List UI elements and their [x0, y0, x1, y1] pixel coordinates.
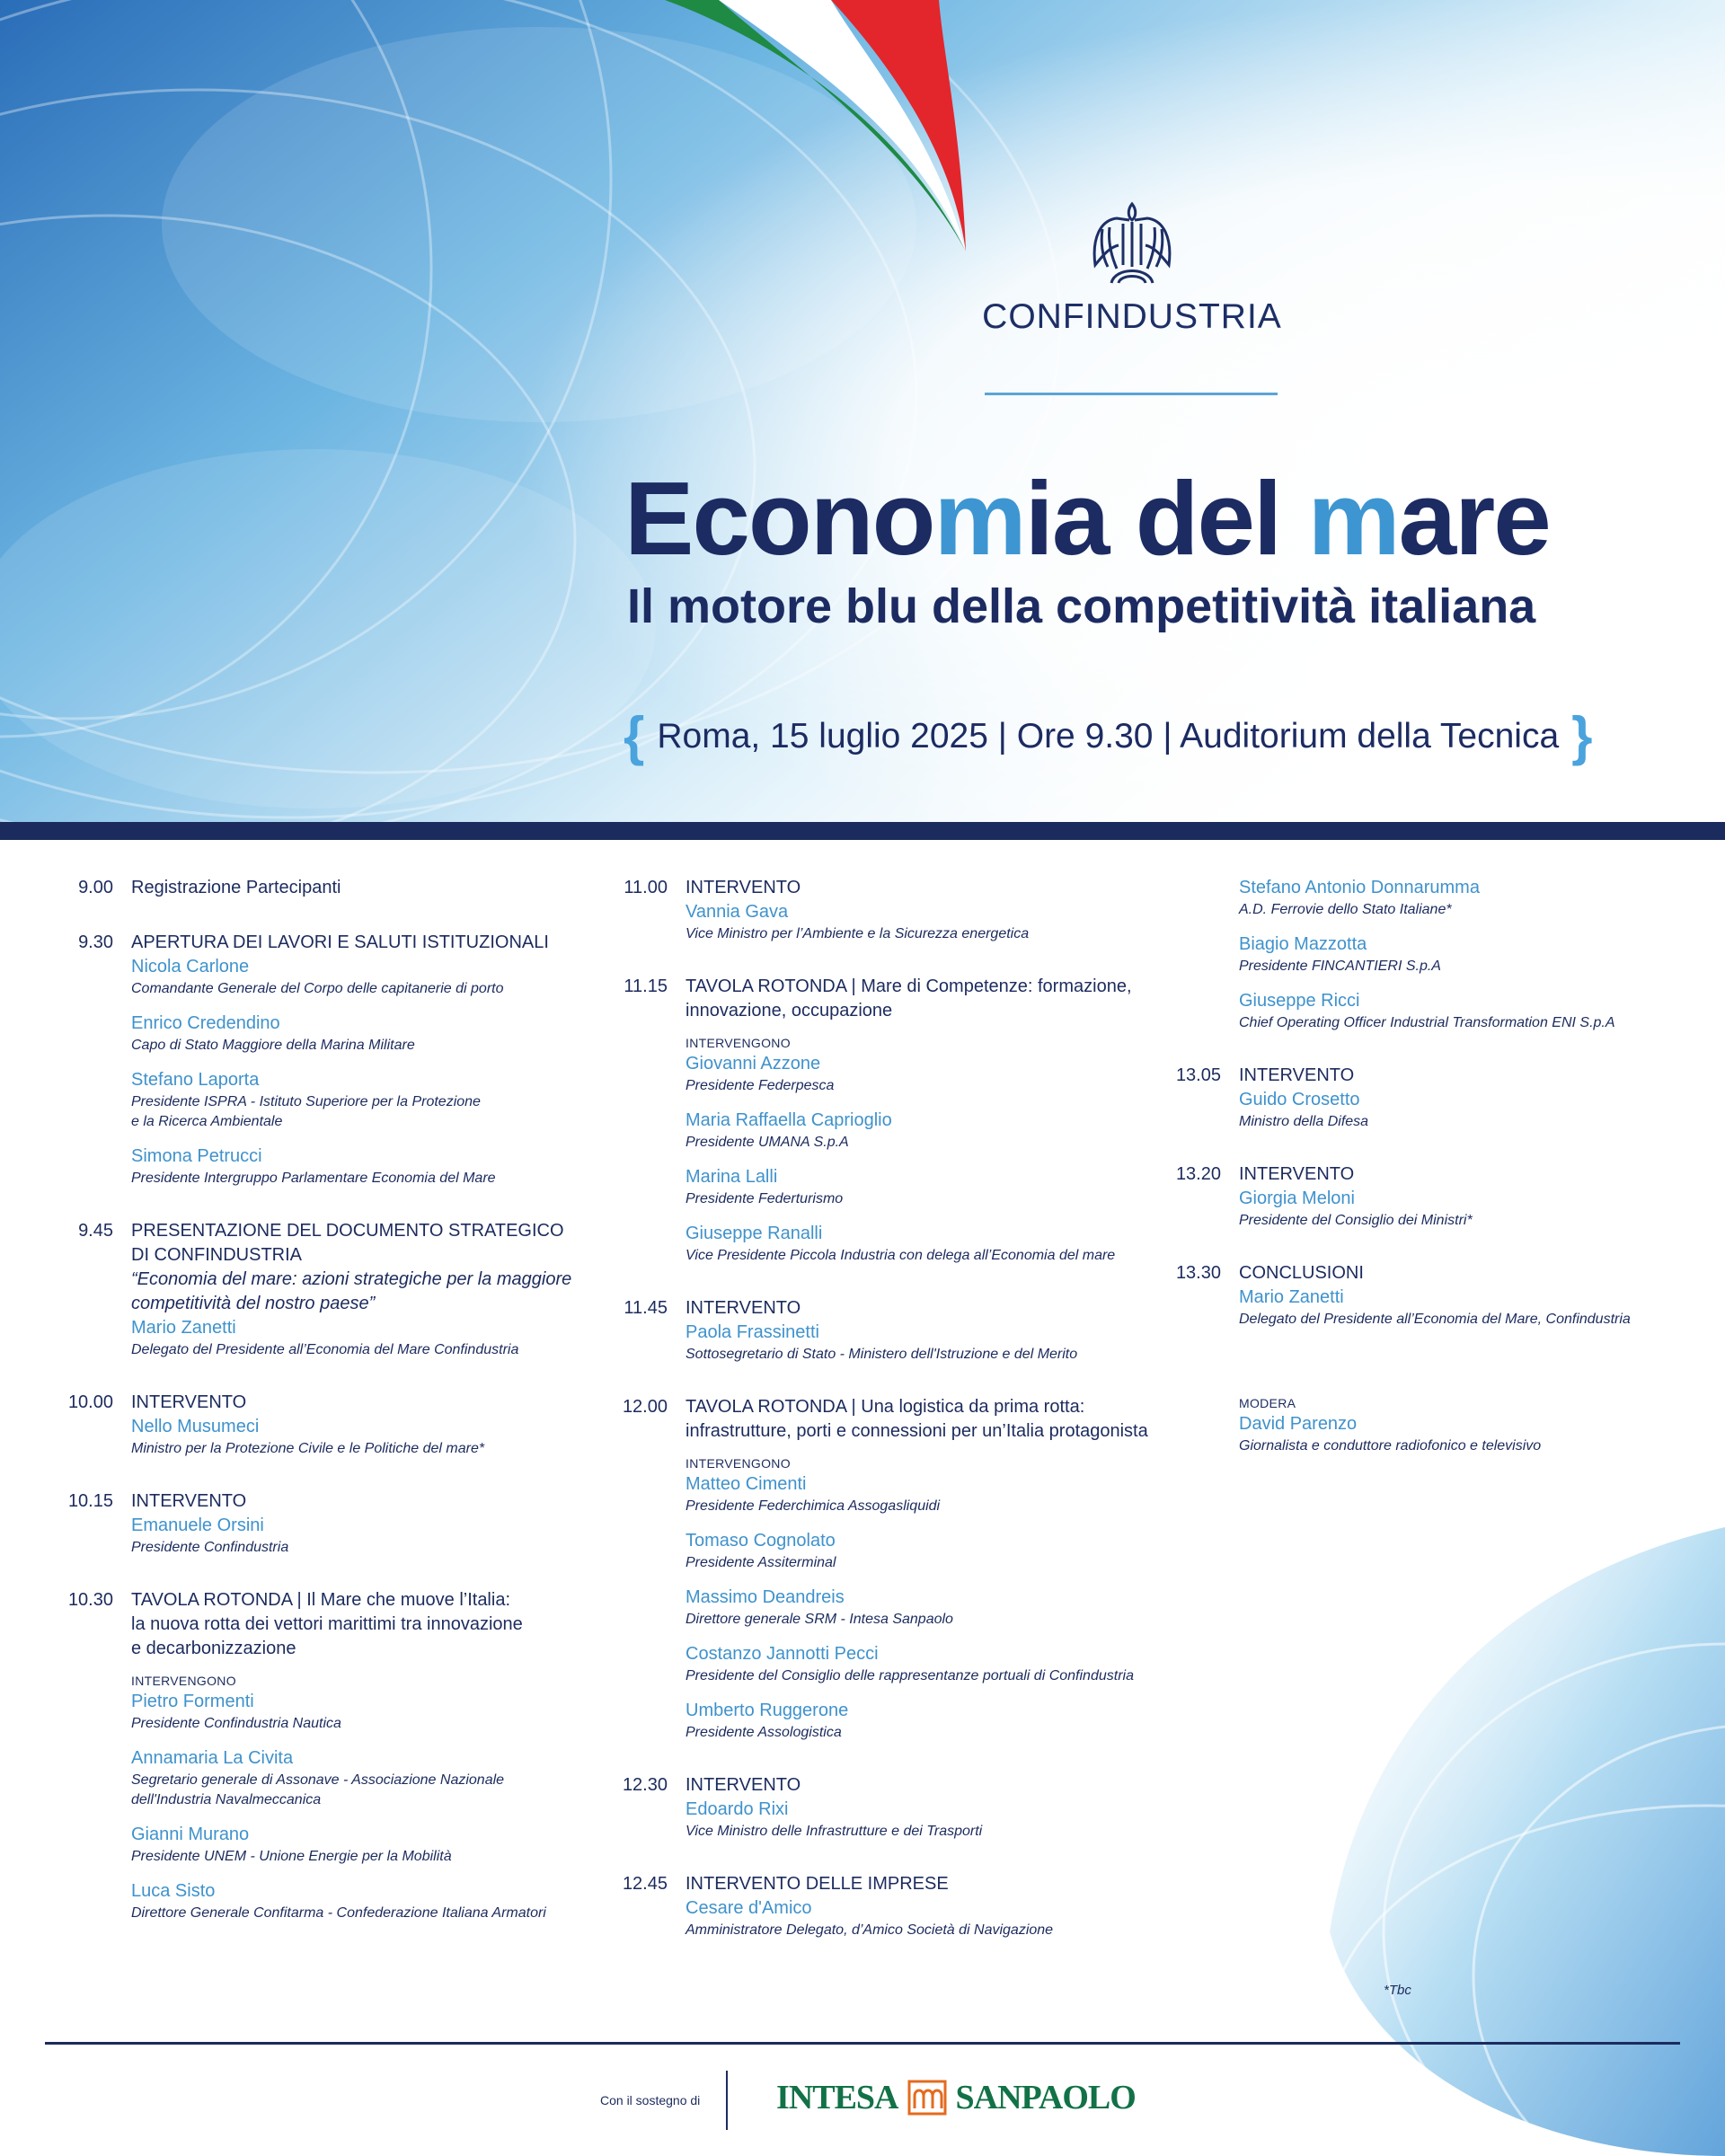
speaker	[1239, 1088, 1674, 1132]
moderator-block	[1153, 1383, 1674, 1456]
sponsor-name-part-2: SANPAOLO	[955, 2079, 1136, 2116]
speaker-role: Presidente Confindustria Nautica	[131, 1716, 341, 1731]
speaker-role-line-2: e la Ricerca Ambientale	[131, 1114, 283, 1129]
title-part-1: Econo	[624, 460, 934, 577]
sponsor-name-part-1: INTESA	[776, 2079, 898, 2116]
slot-time: 9.45	[78, 1221, 113, 1241]
slot-title-line-2: infrastrutture, porti e connessioni per un’Italia protagonista	[686, 1421, 1148, 1441]
slot-title: INTERVENTO DELLE IMPRESE	[686, 1874, 949, 1894]
speaker	[686, 1896, 1156, 1940]
moderator-name: David Parenzo	[1239, 1414, 1358, 1434]
speaker-name: Nicola Carlone	[131, 957, 250, 976]
speaker	[131, 1879, 584, 1923]
slot-body	[113, 1219, 584, 1360]
program-slot	[45, 1391, 584, 1459]
slot-time: 11.00	[624, 878, 668, 897]
header	[0, 0, 1725, 822]
speaker-role: Presidente Confindustria	[131, 1540, 289, 1555]
speaker	[686, 1798, 1156, 1842]
program-column-3	[1153, 876, 1674, 1456]
speaker	[131, 1144, 584, 1188]
speaker-name: Giuseppe Ricci	[1239, 991, 1360, 1011]
speaker	[131, 1690, 584, 1734]
speaker-role: Presidente Assologistica	[686, 1725, 842, 1740]
slot-time: 12.45	[622, 1874, 668, 1894]
program-slot	[45, 1588, 584, 1923]
speaker	[131, 1068, 584, 1132]
speaker-name: Umberto Ruggerone	[686, 1701, 849, 1720]
speakers-group-label: INTERVENGONO	[686, 1036, 791, 1050]
tbc-note: *Tbc	[1384, 1983, 1411, 1998]
slot-quote-line-2: competitività del nostro paese”	[131, 1294, 376, 1313]
slot-quote: “Economia del mare: azioni strategiche per la maggiore	[131, 1269, 572, 1289]
speaker	[686, 1472, 1156, 1516]
program-slot	[1153, 1064, 1674, 1132]
slot-time: 9.00	[78, 878, 113, 897]
program-slot	[599, 975, 1156, 1266]
speaker-name: Guido Crosetto	[1239, 1090, 1360, 1109]
speaker-name: Mario Zanetti	[1239, 1287, 1344, 1307]
speaker-role: Presidente ISPRA - Istituto Superiore per la Protezione	[131, 1094, 481, 1109]
program-slot	[599, 1395, 1156, 1743]
speaker	[686, 1321, 1156, 1365]
speaker-name: Matteo Cimenti	[686, 1474, 807, 1494]
program-slot	[45, 931, 584, 1188]
right-brace-icon: }	[1571, 706, 1593, 766]
continued-speakers-body	[1153, 876, 1674, 1033]
speaker-name: Luca Sisto	[131, 1881, 216, 1901]
speaker-name: Pietro Formenti	[131, 1692, 254, 1711]
slot-body	[113, 1391, 584, 1459]
sponsor-mark-icon	[907, 2080, 947, 2116]
slot-body	[668, 975, 1156, 1266]
title-part-2: ia del	[1024, 460, 1308, 577]
speaker-name: Paola Frassinetti	[686, 1322, 819, 1342]
speaker-name: Emanuele Orsini	[131, 1515, 264, 1535]
slot-body	[668, 1773, 1156, 1842]
speaker	[131, 1415, 584, 1459]
speaker-name: Gianni Murano	[131, 1825, 250, 1844]
slot-title: INTERVENTO	[686, 878, 801, 897]
speaker-role: Delegato del Presidente all’Economia del Mare, Confindustria	[1239, 1312, 1631, 1327]
speaker-role: Segretario generale di Assonave - Associazione Nazionale	[131, 1772, 505, 1788]
footer-divider	[45, 2042, 1680, 2045]
program-slot	[599, 1296, 1156, 1365]
speaker-name: Edoardo Rixi	[686, 1799, 789, 1819]
program-slot	[45, 1219, 584, 1360]
slot-time: 12.30	[622, 1775, 668, 1795]
eagle-icon	[1083, 193, 1181, 292]
event-info	[624, 706, 1593, 766]
slot-time: 10.00	[67, 1392, 113, 1412]
speaker-role: Vice Ministro delle Infrastrutture e dei Trasporti	[686, 1824, 983, 1839]
speaker	[131, 1316, 584, 1360]
speaker	[686, 1222, 1156, 1266]
continued-speakers	[1153, 876, 1674, 1033]
speaker-role: Vice Ministro per l’Ambiente e la Sicurezza energetica	[686, 926, 1030, 941]
speaker-role: Presidente Federturismo	[686, 1191, 844, 1206]
speaker-role-line-2: dell'Industria Navalmeccanica	[131, 1792, 322, 1807]
speaker-role: Presidente UMANA S.p.A	[686, 1135, 849, 1150]
slot-title: TAVOLA ROTONDA | Il Mare che muove l’Italia:	[131, 1590, 511, 1610]
slot-body	[668, 876, 1156, 944]
slot-time: 10.15	[67, 1491, 113, 1511]
footer-separator	[726, 2071, 728, 2130]
slot-body	[113, 1489, 584, 1558]
program-slot	[599, 876, 1156, 944]
program-slot	[599, 1773, 1156, 1842]
speaker-role: Direttore Generale Confitarma - Confederazione Italiana Armatori	[131, 1905, 546, 1921]
speaker	[686, 1109, 1156, 1153]
speaker-name: Tomaso Cognolato	[686, 1531, 836, 1551]
speaker	[131, 1746, 584, 1810]
left-brace-icon: {	[624, 706, 645, 766]
speaker	[1239, 932, 1674, 976]
slot-time: 13.20	[1175, 1164, 1221, 1184]
speaker-name: Nello Musumeci	[131, 1417, 260, 1436]
speaker-role: Sottosegretario di Stato - Ministero dell'Istruzione e del Merito	[686, 1347, 1078, 1362]
slot-title: INTERVENTO	[1239, 1164, 1355, 1184]
speaker-name: Stefano Antonio Donnarumma	[1239, 878, 1480, 897]
slot-body	[668, 1395, 1156, 1743]
program-slot	[45, 1489, 584, 1558]
speakers-group-label: INTERVENGONO	[686, 1456, 791, 1471]
speaker-name: Giovanni Azzone	[686, 1054, 821, 1074]
speaker-role: Capo di Stato Maggiore della Marina Militare	[131, 1038, 415, 1053]
speaker	[686, 1642, 1156, 1686]
slot-body	[1221, 1064, 1674, 1132]
logo-divider	[985, 393, 1278, 395]
speaker-name: Mario Zanetti	[131, 1318, 236, 1338]
speaker-role: Chief Operating Officer Industrial Transformation ENI S.p.A	[1239, 1015, 1615, 1030]
slot-time: 10.30	[67, 1590, 113, 1610]
speaker-name: Maria Raffaella Caprioglio	[686, 1110, 892, 1130]
moderator-body	[1153, 1383, 1674, 1456]
slot-time: 9.30	[78, 932, 113, 952]
title-highlight-1: m	[933, 460, 1025, 577]
confindustria-logo	[979, 193, 1285, 337]
slot-body	[1221, 1162, 1674, 1231]
program-column-1	[45, 876, 584, 1923]
speaker-role: Presidente del Consiglio dei Ministri*	[1239, 1213, 1473, 1228]
speaker-name: Biagio Mazzotta	[1239, 934, 1367, 954]
speaker	[131, 955, 584, 999]
speaker	[686, 900, 1156, 944]
speaker-role: Ministro della Difesa	[1239, 1114, 1369, 1129]
logo-text: CONFINDUSTRIA	[982, 297, 1282, 336]
speaker-role: Delegato del Presidente all’Economia del Mare Confindustria	[131, 1342, 519, 1357]
speaker-role: Presidente Federpesca	[686, 1078, 835, 1093]
title-highlight-2: m	[1307, 460, 1399, 577]
speaker-role: Presidente Intergruppo Parlamentare Economia del Mare	[131, 1171, 496, 1186]
speaker	[686, 1529, 1156, 1573]
speaker	[686, 1699, 1156, 1743]
speaker-role: Ministro per la Protezione Civile e le Politiche del mare*	[131, 1441, 485, 1456]
speaker-role: Presidente del Consiglio delle rappresentanze portuali di Confindustria	[686, 1668, 1134, 1683]
speaker	[1239, 1286, 1674, 1330]
speaker	[1239, 876, 1674, 920]
speaker-role: Presidente FINCANTIERI S.p.A	[1239, 959, 1441, 974]
slot-time: 13.30	[1175, 1263, 1221, 1283]
speaker-role: Comandante Generale del Corpo delle capitanerie di porto	[131, 981, 504, 996]
program-slot	[1153, 1162, 1674, 1231]
speaker-role: Amministratore Delegato, d’Amico Società di Navigazione	[686, 1922, 1054, 1938]
slot-title: TAVOLA ROTONDA | Una logistica da prima rotta:	[686, 1397, 1085, 1417]
speaker-name: Simona Petrucci	[131, 1146, 262, 1166]
slot-time: 11.45	[624, 1298, 668, 1318]
speaker-name: Cesare d'Amico	[686, 1898, 812, 1918]
speaker-role: Presidente UNEM - Unione Energie per la Mobilità	[131, 1849, 452, 1864]
title-part-3: are	[1398, 460, 1550, 577]
speaker-name: Enrico Credendino	[131, 1013, 280, 1033]
program-slot	[45, 876, 584, 900]
slot-time: 13.05	[1175, 1065, 1221, 1085]
page-title	[624, 458, 1550, 579]
slot-body	[668, 1296, 1156, 1365]
speaker	[131, 1823, 584, 1867]
speakers-group-label: INTERVENGONO	[131, 1674, 236, 1688]
slot-title: TAVOLA ROTONDA | Mare di Competenze: formazione,	[686, 976, 1132, 996]
speaker	[686, 1052, 1156, 1096]
speaker-name: Costanzo Jannotti Pecci	[686, 1644, 879, 1664]
speaker	[686, 1165, 1156, 1209]
slot-title: APERTURA DEI LAVORI E SALUTI ISTITUZIONALI	[131, 932, 549, 952]
program-column-2	[599, 876, 1156, 1940]
support-text: Con il sostegno di	[600, 2093, 701, 2107]
slot-body	[668, 1872, 1156, 1940]
slot-body	[1221, 1261, 1674, 1330]
slot-title: INTERVENTO	[686, 1775, 801, 1795]
speaker-name: Giorgia Meloni	[1239, 1188, 1355, 1208]
speaker	[131, 1012, 584, 1056]
slot-time: 11.15	[624, 976, 668, 996]
speaker-role: Direttore generale SRM - Intesa Sanpaolo	[686, 1612, 953, 1627]
slot-body	[113, 876, 584, 900]
slot-title-line-2: la nuova rotta dei vettori marittimi tra innovazione	[131, 1614, 523, 1634]
slot-title: CONCLUSIONI	[1239, 1263, 1364, 1283]
slot-title-line-3: e decarbonizzazione	[131, 1639, 296, 1658]
slot-title: INTERVENTO	[686, 1298, 801, 1318]
slot-title-line-2: DI CONFINDUSTRIA	[131, 1245, 302, 1265]
speaker-name: Giuseppe Ranalli	[686, 1224, 823, 1243]
speaker	[686, 1586, 1156, 1630]
moderator-label: MODERA	[1239, 1396, 1296, 1410]
program-slot	[599, 1872, 1156, 1940]
moderator-role: Giornalista e conduttore radiofonico e televisivo	[1239, 1438, 1542, 1454]
slot-title: PRESENTAZIONE DEL DOCUMENTO STRATEGICO	[131, 1221, 564, 1241]
speaker	[1239, 1187, 1674, 1231]
speaker-role: Presidente Federchimica Assogasliquidi	[686, 1498, 941, 1514]
slot-title-line-2: innovazione, occupazione	[686, 1001, 893, 1021]
speaker-name: Annamaria La Civita	[131, 1748, 294, 1768]
slot-title: INTERVENTO	[1239, 1065, 1355, 1085]
speaker-role: Vice Presidente Piccola Industria con delega all’Economia del mare	[686, 1248, 1116, 1263]
slot-title: Registrazione Partecipanti	[131, 878, 341, 897]
slot-time: 12.00	[622, 1397, 668, 1417]
program-slot	[1153, 1261, 1674, 1330]
slot-body	[113, 1588, 584, 1923]
event-details: Roma, 15 luglio 2025 | Ore 9.30 | Auditorium della Tecnica	[657, 717, 1560, 755]
speaker-name: Massimo Deandreis	[686, 1587, 845, 1607]
speaker-name: Stefano Laporta	[131, 1070, 260, 1090]
speaker-name: Vannia Gava	[686, 902, 789, 922]
speaker	[131, 1514, 584, 1558]
slot-body	[113, 931, 584, 1188]
sponsor-logo	[776, 2078, 1136, 2117]
slot-title: INTERVENTO	[131, 1491, 247, 1511]
speaker-role: A.D. Ferrovie dello Stato Italiane*	[1239, 902, 1452, 917]
slot-title: INTERVENTO	[131, 1392, 247, 1412]
speaker-name: Marina Lalli	[686, 1167, 778, 1187]
page-subtitle: Il motore blu della competitività italiana	[627, 579, 1536, 633]
speaker	[1239, 989, 1674, 1033]
header-band	[0, 822, 1725, 840]
speaker-role: Presidente Assiterminal	[686, 1555, 836, 1570]
